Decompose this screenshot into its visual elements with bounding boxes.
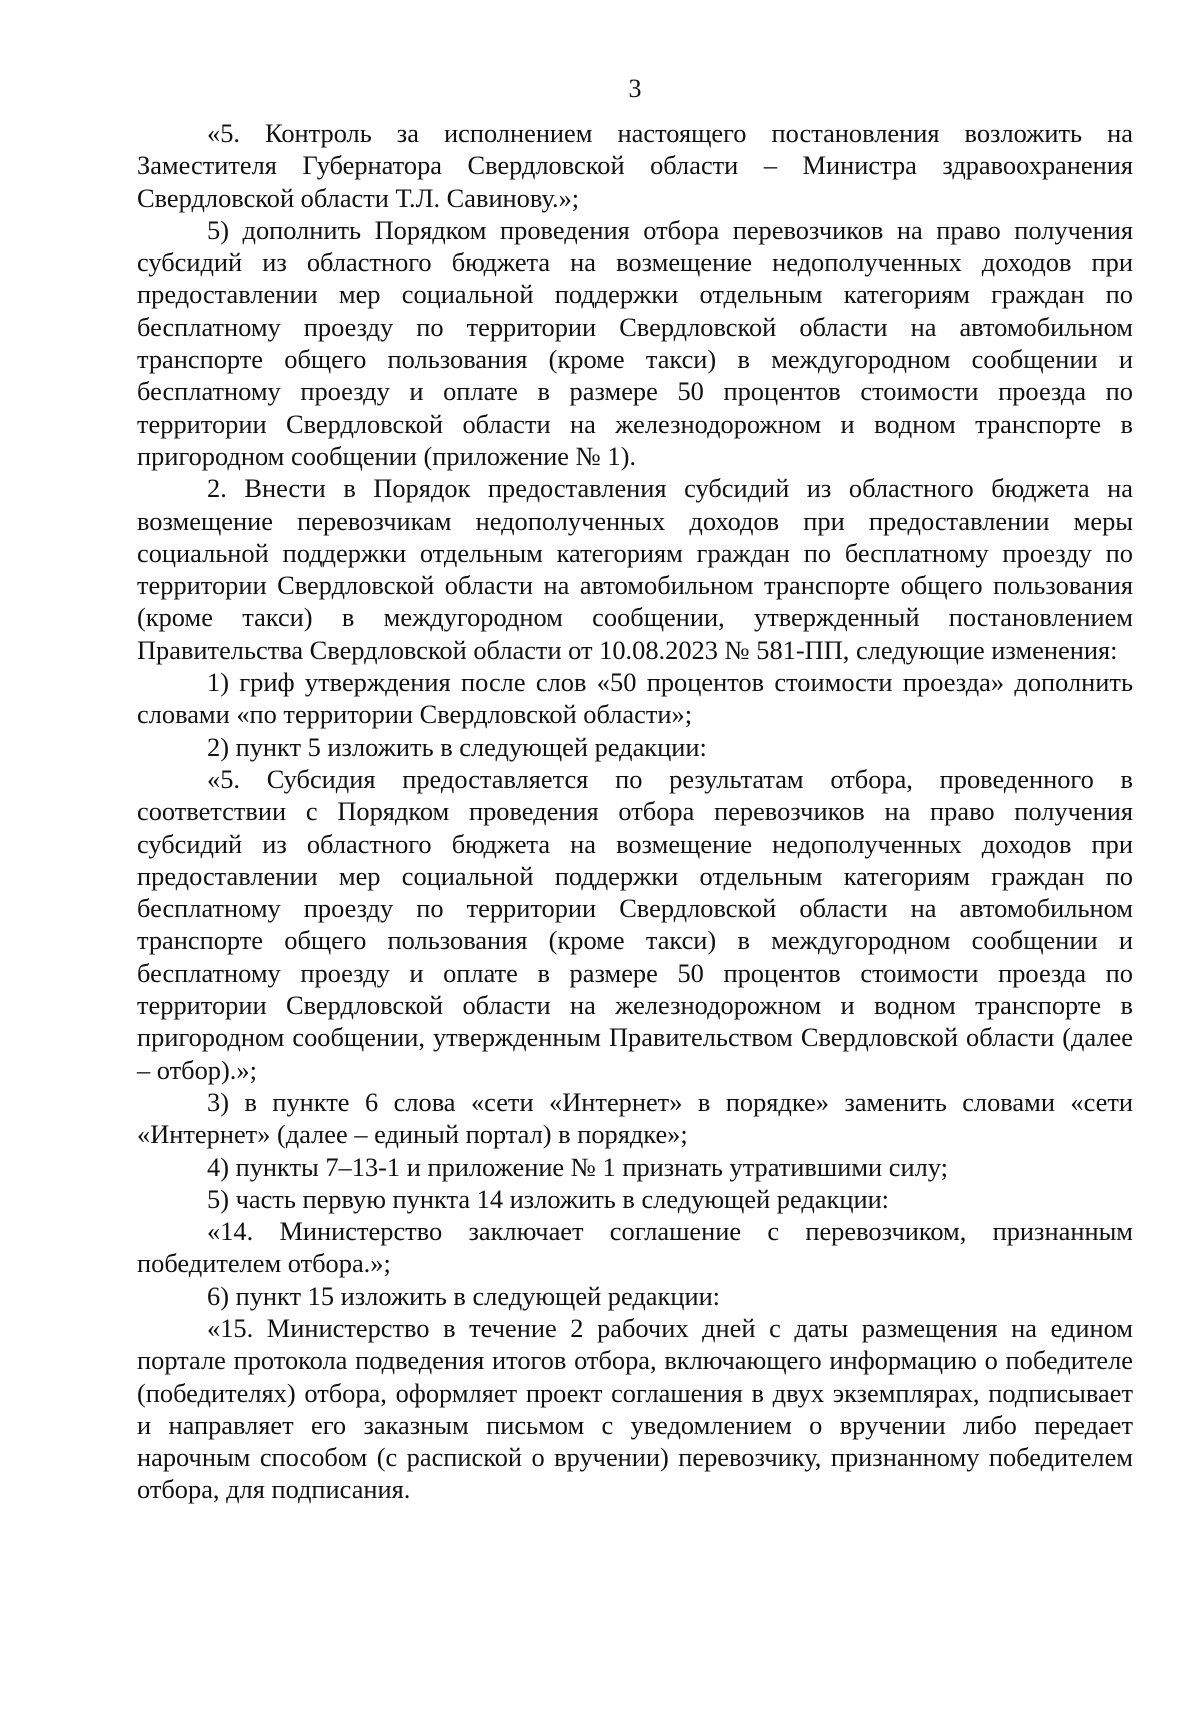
paragraph-control-clause: «5. Контроль за исполнением настоящего постановления возложить на Заместителя Губернатора Свердловской области – Министра здравоохранения Свердловской области Т.Л. Савинову.»; (137, 118, 1133, 213)
paragraph-point-15-text: «15. Министерство в течение 2 рабочих дней с даты размещения на едином портале протокола подведения итогов отбора, включающего информацию о победителе (победителях) отбора, оформляет проект соглашения в двух экземплярах, подписывает и направляет его заказным письмом с уведомлением о вручении либо передает нарочным способом (с распиской о вручении) перевозчику, признанному победителем отбора, для подписания. (137, 1312, 1133, 1505)
paragraph-point-14-text: «14. Министерство заключает соглашение с перевозчиком, признанным победителем отбора.»; (137, 1216, 1133, 1279)
paragraph-item-1-stamp: 1) гриф утверждения после слов «50 процентов стоимости проезда» дополнить словами «по территории Свердловской области»; (137, 667, 1133, 730)
page-number: 3 (628, 74, 642, 103)
document-body (137, 117, 1133, 1506)
paragraph-item-6-point-15: 6) пункт 15 изложить в следующей редакции: (207, 1280, 721, 1311)
paragraph-item-5-point-14: 5) часть первую пункта 14 изложить в следующей редакции: (207, 1183, 890, 1214)
paragraph-section-2-amendments: 2. Внести в Порядок предоставления субсидий из областного бюджета на возмещение перевозчикам недополученных доходов при предоставлении меры социальной поддержки отдельным категориям граждан по бесплатному проезду по территории Свердловской области на автомобильном транспорте общего пользования (кроме такси) в междугородном сообщении, утвержденный постановлением Правительства Свердловской области от 10.08.2023 № 581-ПП, следующие изменения: (137, 473, 1133, 665)
paragraph-item-3-point-6: 3) в пункте 6 слова «сети «Интернет» в порядке» заменить словами «сети «Интернет» (далее – единый портал) в порядке»; (137, 1086, 1133, 1150)
paragraph-point-5-text: «5. Субсидия предоставляется по результатам отбора, проведенного в соответствии с Порядком проведения отбора перевозчиков на право получения субсидий из областного бюджета на возмещение недополученных доходов при предоставлении мер социальной поддержки отдельным категориям граждан по бесплатному проезду по территории Свердловской области на автомобильном транспорте общего пользования (кроме такси) в междугородном сообщении и бесплатному проезду и оплате в размере 50 процентов стоимости проезда по территории Свердловской области на железнодорожном и водном транспорте в пригородном сообщении, утвержденным Правительством Свердловской области (далее – отбор).»; (137, 763, 1133, 1085)
paragraph-item-2-point-5: 2) пункт 5 изложить в следующей редакции: (207, 731, 707, 762)
paragraph-item-5-supplement: 5) дополнить Порядком проведения отбора перевозчиков на право получения субсидий из областного бюджета на возмещение недополученных доходов при предоставлении мер социальной поддержки отдельным категориям граждан по бесплатному проезду по территории Свердловской области на автомобильном транспорте общего пользования (кроме такси) в междугородном сообщении и бесплатному проезду и оплате в размере 50 процентов стоимости проезда по территории Свердловской области на железнодорожном и водном транспорте в пригородном сообщении (приложение № 1). (137, 214, 1133, 471)
paragraph-item-4-repeal: 4) пункты 7–13-1 и приложение № 1 признать утратившими силу; (207, 1151, 948, 1182)
